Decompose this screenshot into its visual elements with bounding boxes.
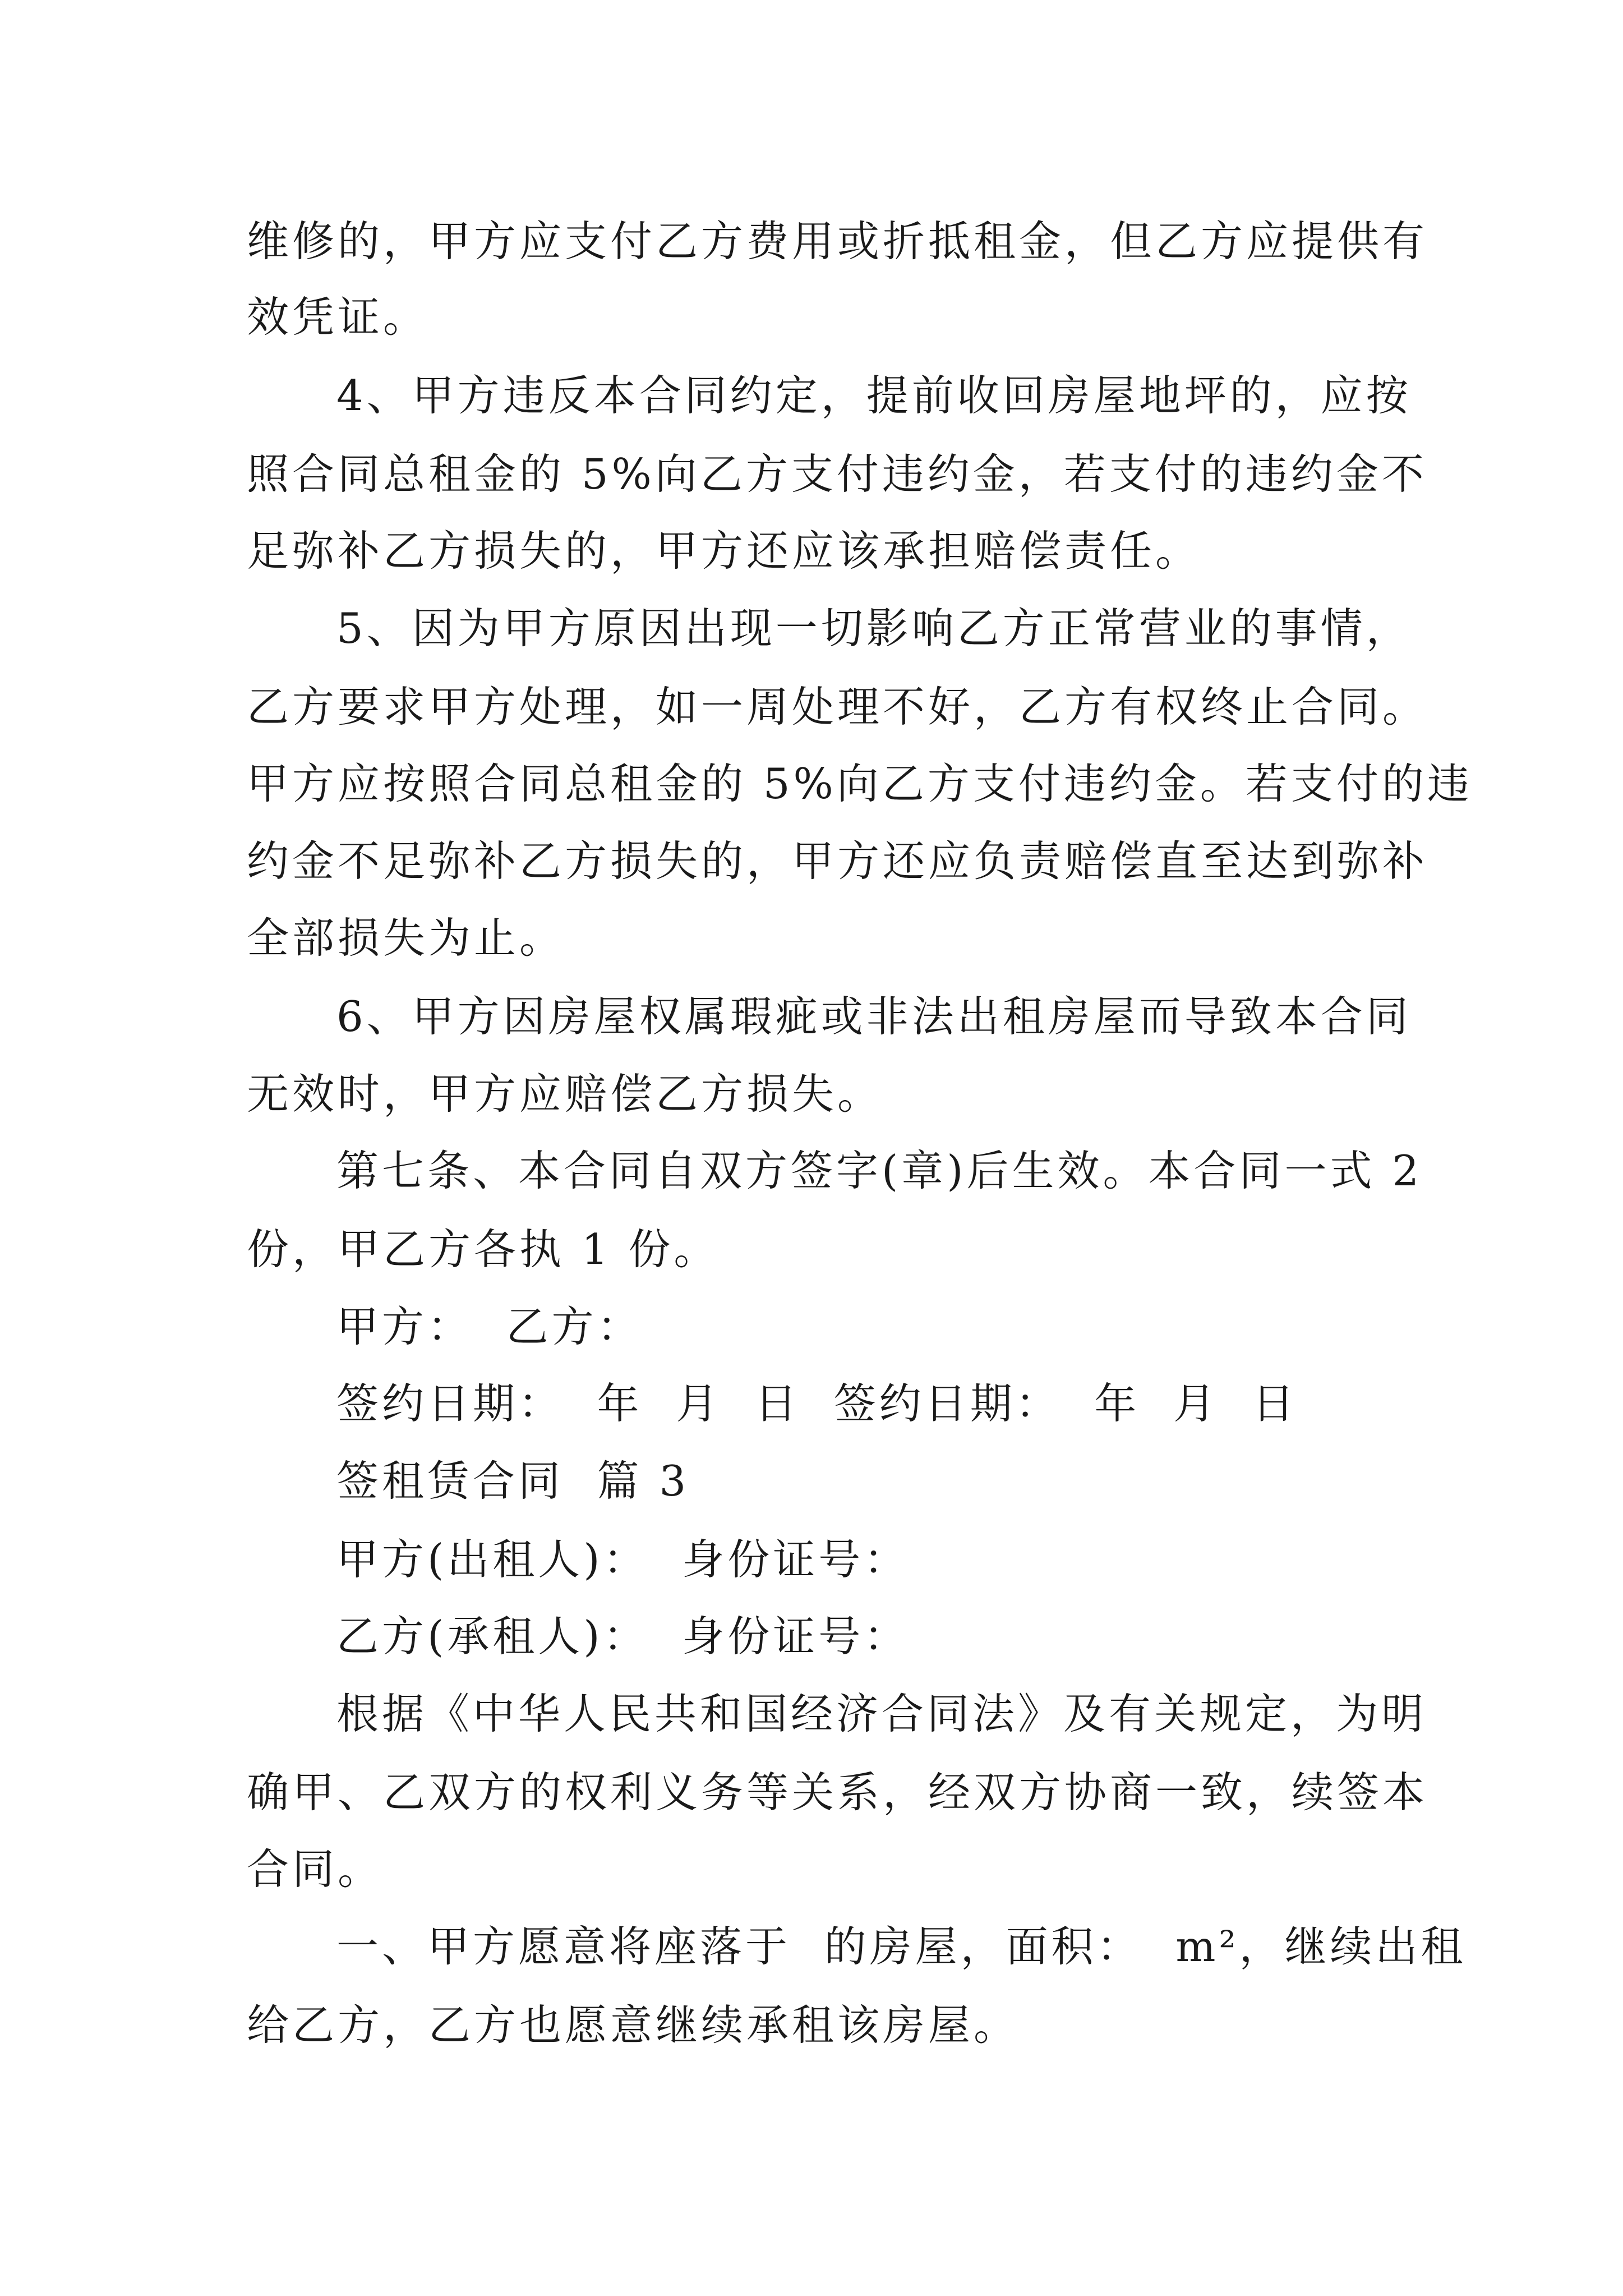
text-line-18: 甲方(出租人)： 身份证号： xyxy=(336,1535,910,1584)
text-line-23: 一、甲方愿意将座落于 的房屋，面积： m²，继续出租 xyxy=(336,1922,1467,1971)
text-line-5: 足弥补乙方损失的，甲方还应该承担赔偿责任。 xyxy=(247,526,1201,576)
text-line-22: 合同。 xyxy=(247,1844,384,1894)
text-line-24: 给乙方，乙方也愿意继续承租该房屋。 xyxy=(247,2000,1020,2050)
text-line-16: 签约日期： 年 月 日 签约日期： 年 月 日 xyxy=(336,1379,1298,1428)
text-line-9: 约金不足弥补乙方损失的，甲方还应负责赔偿直至达到弥补 xyxy=(247,836,1428,886)
text-line-21: 确甲、乙双方的权利义务等关系，经双方协商一致，续签本 xyxy=(247,1768,1428,1817)
text-line-1: 维修的，甲方应支付乙方费用或折抵租金，但乙方应提供有 xyxy=(247,217,1428,266)
text-line-8: 甲方应按照合同总租金的 5%向乙方支付违约金。若支付的违 xyxy=(247,759,1473,808)
text-line-10: 全部损失为止。 xyxy=(247,913,565,963)
text-line-15: 甲方： 乙方： xyxy=(336,1302,643,1351)
text-line-3: 4、甲方违反本合同约定，提前收回房屋地坪的，应按 xyxy=(336,371,1412,420)
text-line-6: 5、因为甲方原因出现一切影响乙方正常营业的事情， xyxy=(336,604,1412,653)
text-line-14: 份，甲乙方各执 1 份。 xyxy=(247,1225,720,1274)
text-line-4: 照合同总租金的 5%向乙方支付违约金，若支付的违约金不 xyxy=(247,449,1427,499)
text-line-7: 乙方要求甲方处理，如一周处理不好，乙方有权终止合同。 xyxy=(247,682,1428,731)
text-line-20: 根据《中华人民共和国经济合同法》及有关规定，为明 xyxy=(336,1689,1427,1738)
text-line-19: 乙方(承租人)： 身份证号： xyxy=(336,1612,910,1661)
text-line-13: 第七条、本合同自双方签字(章)后生效。本合同一式 2 xyxy=(336,1146,1423,1195)
section-heading: 签租赁合同 篇 3 xyxy=(336,1456,690,1506)
text-line-2: 效凭证。 xyxy=(247,292,429,342)
text-line-12: 无效时，甲方应赔偿乙方损失。 xyxy=(247,1069,883,1119)
text-line-11: 6、甲方因房屋权属瑕疵或非法出租房屋而导致本合同 xyxy=(336,992,1412,1041)
